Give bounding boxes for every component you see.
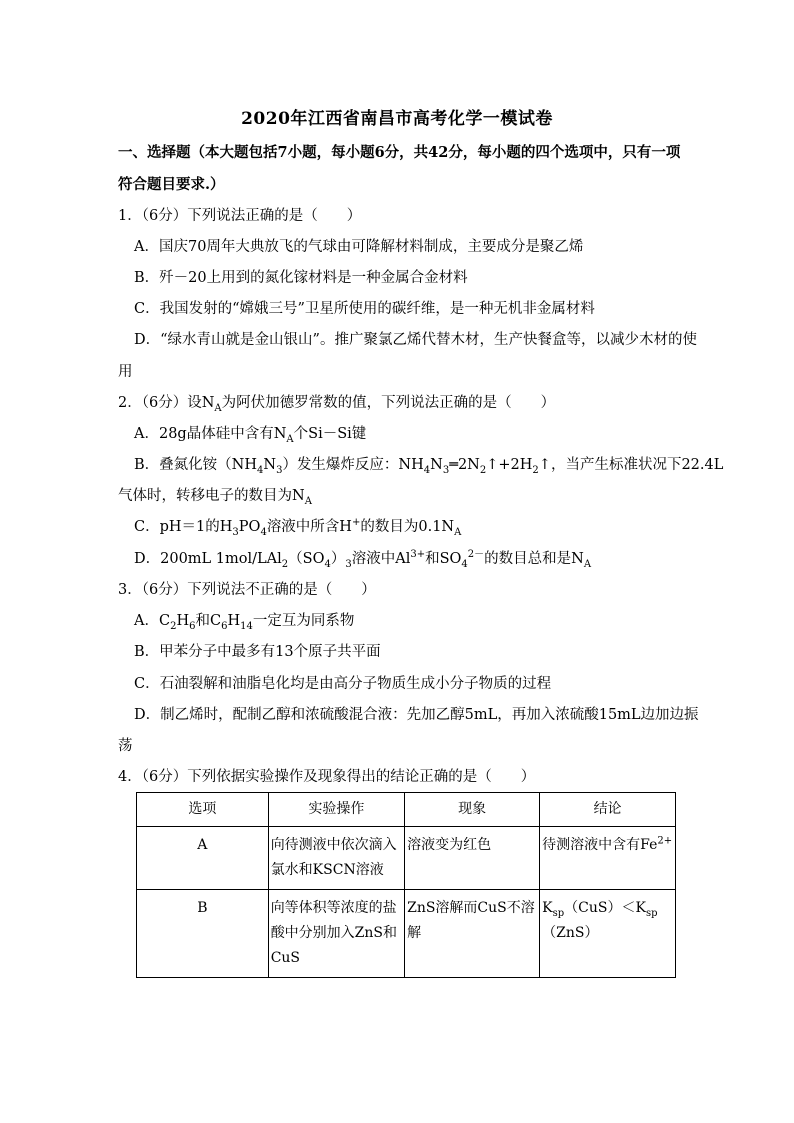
q1-option-a: A．国庆70周年大典放飞的气球由可降解材料制成，主要成分是聚乙烯	[134, 239, 584, 255]
q1-stem: 1．（6分）下列说法正确的是（ ）	[118, 208, 362, 224]
row-a-conclusion: 待测溶液中含有$Fe^{2+}$	[540, 827, 676, 890]
q1-option-b: B．歼－20上用到的氮化镓材料是一种金属合金材料	[134, 270, 468, 286]
q2-option-d: D．200mL $1mol/LAl_2(SO_4)_3$溶液中$Al^{3+}$和$SO_4^{2-}$的数目总和是$N_A$	[134, 549, 592, 570]
q3-option-d-cont: 荡	[118, 738, 133, 754]
q2-option-c: C．pH＝1的$H_3PO_4$溶液中所含H+的数目为$0.1N_A$	[134, 517, 462, 538]
header-operation: 实验操作	[268, 793, 404, 827]
q3-stem: 3．（6分）下列说法不正确的是（ ）	[118, 582, 376, 598]
table-row	[137, 827, 676, 890]
q1-option-d-cont: 用	[118, 364, 133, 380]
q3-option-c: C．石油裂解和油脂皂化均是由高分子物质生成小分子物质的过程	[134, 676, 552, 692]
header-phenomenon: 现象	[405, 793, 540, 827]
row-a-option: A	[137, 827, 269, 890]
row-a-operation: 向待测液中依次滴入氯水和KSCN溶液	[268, 827, 404, 890]
section-heading-line1: 一、选择题（本大题包括7小题，每小题6分，共42分，每小题的四个选项中，只有一项	[118, 144, 681, 161]
table-row	[137, 890, 676, 978]
section-heading-line2: 符合题目要求.）	[118, 176, 225, 193]
header-conclusion: 结论	[540, 793, 676, 827]
q3-option-b: B．甲苯分子中最多有13个原子共平面	[134, 644, 381, 660]
q1-option-d: D．“绿水青山就是金山银山”。推广聚氯乙烯代替木材，生产快餐盒等，以减少木材的使	[134, 332, 697, 348]
table-header-row	[137, 793, 676, 827]
row-b-option: B	[137, 890, 269, 978]
q3-option-d: D．制乙烯时，配制乙醇和浓硫酸混合液：先加乙醇5mL，再加入浓硫酸15mL边加边振	[134, 707, 699, 723]
page-title: 2020年江西省南昌市高考化学一模试卷	[241, 109, 553, 129]
q2-option-b-cont: 气体时，转移电子的数目为$N_A$	[118, 488, 312, 507]
q2-option-b: B．叠氮化铵$(NH_4N_3)$发生爆炸反应：$NH_4N_3═2N_2↑+2H_2↑$，当产生标准状况下22.4L	[134, 457, 724, 476]
q2-stem: 2．（6分）设$N_A$为阿伏加德罗常数的值，下列说法正确的是（ ）	[118, 395, 556, 414]
row-b-phenomenon: ZnS溶解而CuS不溶解	[405, 890, 540, 978]
row-a-phenomenon: 溶液变为红色	[405, 827, 540, 890]
row-b-operation: 向等体积等浓度的盐酸中分别加入ZnS和CuS	[268, 890, 404, 978]
q4-stem: 4．（6分）下列依据实验操作及现象得出的结论正确的是（ ）	[118, 769, 536, 785]
q3-option-a: A．$C_2H_6$和$C_6H_{14}$一定互为同系物	[134, 613, 355, 632]
q1-option-c: C．我国发射的“嫦娥三号”卫星所使用的碳纤维，是一种无机非金属材料	[134, 301, 595, 317]
experiment-table	[136, 792, 676, 978]
row-b-conclusion: $K_{sp}(CuS)<K_{sp}(ZnS)$	[540, 890, 676, 978]
header-option: 选项	[137, 793, 269, 827]
q2-option-a: A．28g晶体硅中含有$N_A$个Si－Si键	[134, 426, 367, 445]
